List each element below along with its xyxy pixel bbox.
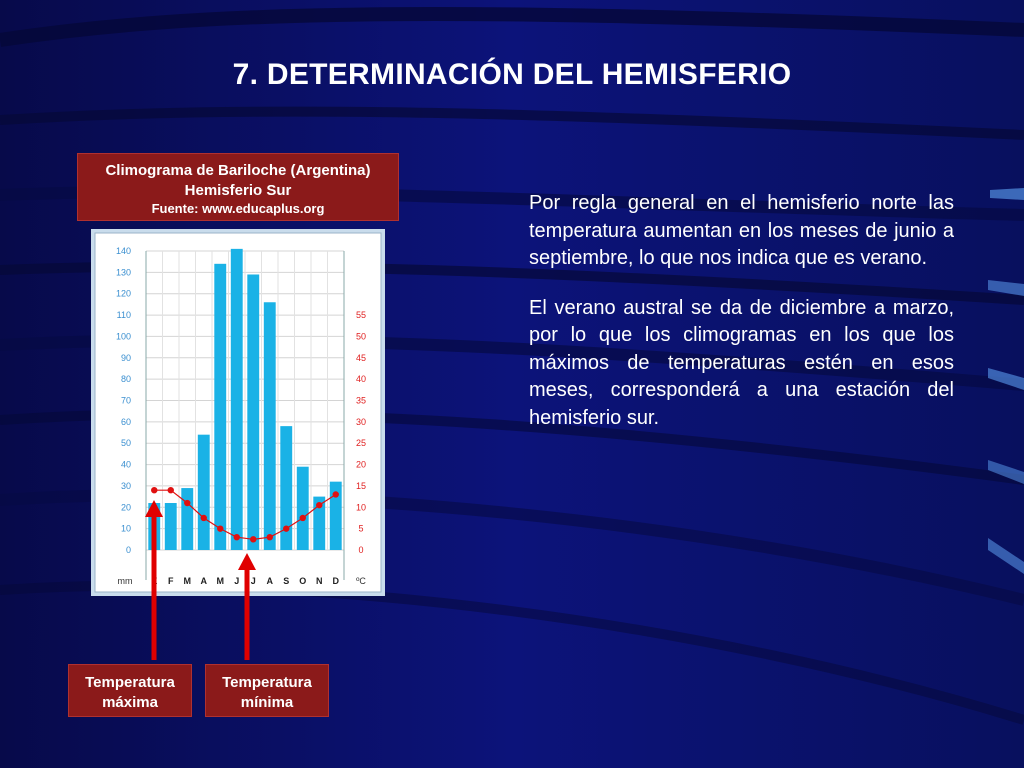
right-tick-label: 35 xyxy=(355,395,367,406)
left-tick-label: 70 xyxy=(120,395,131,406)
month-label: A xyxy=(266,576,273,586)
right-tick-label: 10 xyxy=(355,502,367,513)
temperature-point xyxy=(151,487,157,493)
precipitation-bar xyxy=(214,264,226,550)
right-tick-label: 25 xyxy=(355,438,367,449)
paragraph-south: El verano austral se da de diciembre a marzo, por lo que los climogramas en los que los máximos de temperaturas estén en esos meses, corresponderá a una estación del hemisferio sur. xyxy=(529,296,954,429)
right-tick-label: 50 xyxy=(355,331,367,342)
right-axis-unit: ºC xyxy=(356,576,366,586)
chart-source: Fuente: www.educaplus.org xyxy=(151,201,325,216)
left-tick-label: 0 xyxy=(125,545,131,555)
right-tick-label: 20 xyxy=(355,459,367,470)
precipitation-bar xyxy=(148,503,160,550)
month-label: O xyxy=(299,576,307,586)
temperature-point xyxy=(217,525,223,531)
left-tick-label: 120 xyxy=(115,288,131,299)
temperature-point xyxy=(184,500,190,506)
precipitation-bar xyxy=(247,274,259,550)
temperature-point xyxy=(168,487,174,493)
right-tick-label: 55 xyxy=(355,310,367,321)
label-temperature-min xyxy=(205,664,329,717)
label-max-line1: Temperatura xyxy=(85,674,175,691)
left-tick-label: 50 xyxy=(120,438,131,449)
month-label: M xyxy=(183,576,191,586)
month-label: S xyxy=(283,576,290,586)
label-max-line2: máxima xyxy=(102,694,158,711)
precipitation-bar xyxy=(297,467,309,550)
precipitation-bar xyxy=(264,302,276,550)
temperature-point xyxy=(316,502,322,508)
month-label: M xyxy=(216,576,224,586)
left-tick-label: 40 xyxy=(120,459,131,470)
temperature-point xyxy=(283,525,289,531)
temperature-point xyxy=(267,534,273,540)
temperature-point xyxy=(333,491,339,497)
left-tick-label: 100 xyxy=(115,331,131,342)
left-tick-label: 140 xyxy=(115,246,131,256)
left-tick-label: 110 xyxy=(116,310,131,321)
right-tick-label: 45 xyxy=(355,352,367,363)
left-tick-label: 130 xyxy=(115,267,131,278)
body-text xyxy=(529,190,954,454)
month-label: J xyxy=(250,576,256,586)
label-min-line2: mínima xyxy=(240,694,294,711)
precipitation-bar xyxy=(181,488,193,550)
precipitation-bar xyxy=(198,435,210,550)
month-label: J xyxy=(234,576,240,586)
chart-title: Climograma de Bariloche (Argentina) xyxy=(105,162,371,179)
month-label: F xyxy=(168,576,174,586)
month-label: N xyxy=(316,576,323,586)
slide-title: 7. DETERMINACIÓN DEL HEMISFERIO xyxy=(232,58,792,91)
left-tick-label: 30 xyxy=(120,480,131,491)
right-tick-label: 40 xyxy=(355,374,367,385)
paragraph-north: Por regla general en el hemisferio norte las temperatura aumentan en los meses de junio a septiembre, lo que nos indica que es verano. xyxy=(529,192,954,269)
left-axis-unit: mm xyxy=(117,576,133,586)
month-label: A xyxy=(200,576,207,586)
temperature-point xyxy=(201,515,207,521)
right-tick-label: 0 xyxy=(358,545,364,555)
month-label: D xyxy=(332,576,339,586)
month-label: E xyxy=(151,576,158,586)
precipitation-bar xyxy=(231,249,243,550)
label-temperature-max xyxy=(68,664,192,717)
left-tick-label: 60 xyxy=(120,416,131,427)
chart-subtitle: Hemisferio Sur xyxy=(184,182,292,199)
right-tick-label: 15 xyxy=(355,480,367,491)
left-tick-label: 80 xyxy=(120,374,131,385)
temperature-point xyxy=(300,515,306,521)
left-tick-label: 90 xyxy=(120,352,131,363)
chart-header-box xyxy=(77,153,399,221)
precipitation-bar xyxy=(165,503,177,550)
left-tick-label: 20 xyxy=(120,502,131,513)
climograph-chart xyxy=(91,229,385,596)
left-tick-label: 10 xyxy=(120,523,131,534)
right-tick-label: 5 xyxy=(358,523,364,534)
temperature-point xyxy=(250,536,256,542)
right-tick-label: 30 xyxy=(355,416,367,427)
temperature-point xyxy=(234,534,240,540)
label-min-line1: Temperatura xyxy=(222,674,312,691)
